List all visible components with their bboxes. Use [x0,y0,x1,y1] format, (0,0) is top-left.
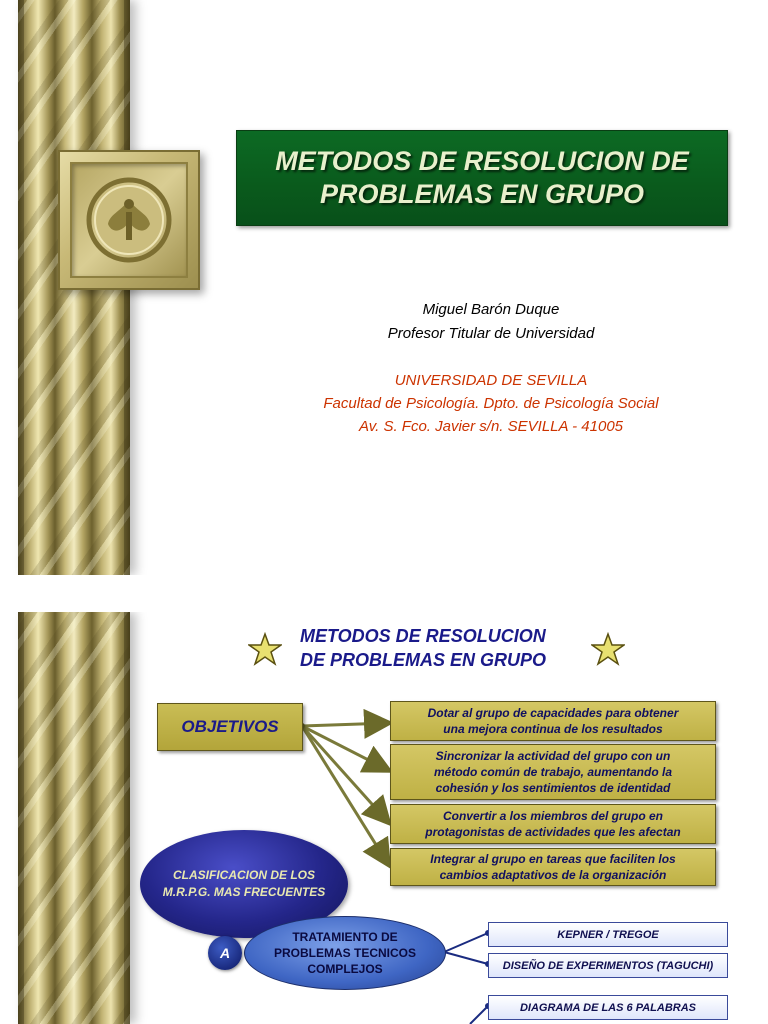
method-label: DISEÑO DE EXPERIMENTOS (TAGUCHI) [502,959,714,972]
objectives-label: OBJETIVOS [181,717,279,736]
address-line: Av. S. Fco. Javier s/n. SEVILLA - 41005 [358,418,624,435]
slide-title: METODOS DE RESOLUCION DE PROBLEMAS EN GRUPO [275,146,689,209]
category-label: TRATAMIENTO DE PROBLEMAS TECNICOS COMPLEJOS [273,930,416,976]
author-position: Profesor Titular de Universidad [387,325,595,342]
objective-item [390,701,716,741]
objective-item [390,804,716,844]
faculty-name: Facultad de Psicología. Dpto. de Psicología Social [323,395,659,412]
objective-text: Dotar al grupo de capacidades para obtener una mejora continua de los resultados [427,706,679,736]
category-badge [208,936,242,970]
method-item [488,922,728,947]
method-item [488,953,728,978]
university-name: UNIVERSIDAD DE SEVILLA [394,372,588,389]
slide-title: METODOS DE RESOLUCION DE PROBLEMAS EN GRUPO [300,626,547,670]
method-item [488,995,728,1020]
badge-letter: A [219,945,231,961]
objective-text: Convertir a los miembros del grupo en protagonistas de actividades que les afectan [425,809,681,839]
method-label: DIAGRAMA DE LAS 6 PALABRAS [519,1001,696,1014]
objective-text: Integrar al grupo en tareas que faciliten los cambios adaptativos de la organización [430,852,676,882]
objectives-box [157,703,303,751]
author-name: Miguel Barón Duque [422,301,560,318]
objective-text: Sincronizar la actividad del grupo con un método común de trabajo, aumentando la cohesión y los sentimientos de identidad [433,749,673,795]
objective-item [390,848,716,886]
objective-item [390,744,716,800]
classification-label: CLASIFICACION DE LOS M.R.P.G. MAS FRECUENTES [162,868,326,899]
method-label: KEPNER / TREGOE [557,928,659,941]
category-ellipse [244,916,446,990]
